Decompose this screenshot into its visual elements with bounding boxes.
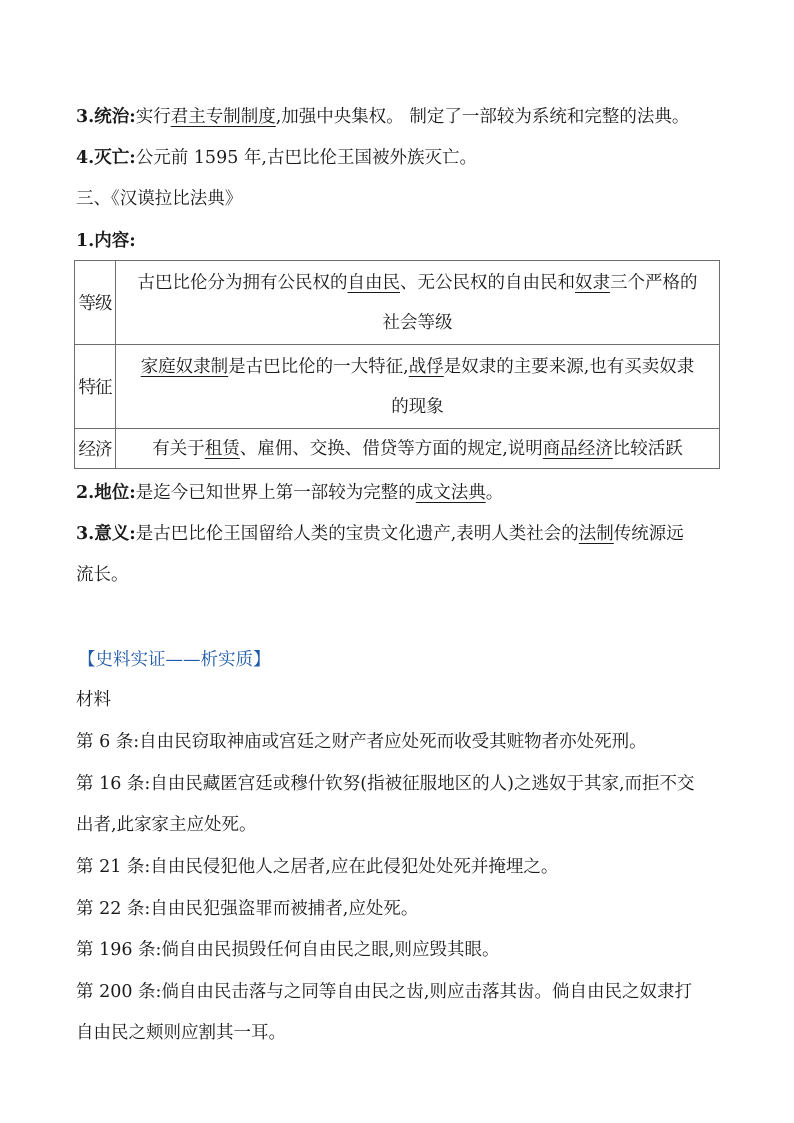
item-meaning: [76, 522, 684, 546]
meaning-text-a: 是古巴比伦王国留给人类的宝贵文化遗产,表明人类社会的: [135, 524, 579, 544]
status-text-a: 是迄今已知世界上第一部较为完整的: [135, 483, 416, 503]
status-label: 2.地位:: [76, 483, 136, 503]
article-line: 第 200 条:倘自由民击落与之同等自由民之齿,则应击落其齿。倘自由民之奴隶打: [76, 982, 692, 1002]
row-body-feature: [116, 345, 720, 429]
meaning-text-b: 传统源远: [613, 524, 684, 544]
article-line: 第 22 条:自由民犯强盗罪而被捕者,应处死。: [76, 899, 419, 919]
cell-underlined: 奴隶: [575, 272, 610, 293]
cell-underlined: 家庭奴隶制: [140, 356, 229, 377]
cell-text: 古巴比伦分为拥有公民权的: [137, 272, 348, 293]
rule-label: 3.统治:: [76, 107, 136, 127]
content-label: 1.内容:: [76, 231, 136, 251]
code-content-table: [74, 260, 720, 469]
status-underlined: 成文法典: [415, 483, 486, 503]
status-text-b: 。: [485, 483, 504, 503]
rule-text-a: 实行: [135, 107, 171, 127]
article-line: 自由民之颊则应割其一耳。: [76, 1023, 286, 1043]
table-row: [75, 429, 720, 469]
meaning-underlined: 法制: [578, 524, 614, 544]
cell-text: 、无公民权的自由民和: [400, 272, 575, 293]
table-row: [75, 345, 720, 429]
article-line: 第 16 条:自由民藏匿宫廷或穆什钦努(指被征服地区的人)之逃奴于其家,而拒不交: [76, 774, 695, 794]
article-line: 出者,此家家主应处死。: [76, 815, 257, 835]
cell-text: 比较活跃: [612, 438, 683, 459]
cell-text: 三个严格的: [610, 272, 698, 293]
meaning-label: 3.意义:: [76, 524, 136, 544]
section-title: 三、《汉谟拉比法典》: [76, 189, 243, 209]
cell-text: 是古巴比伦的一大特征,: [228, 356, 409, 377]
fall-text: 公元前 1595 年,古巴比伦王国被外族灭亡。: [135, 148, 477, 168]
row-body-rank: [116, 261, 720, 345]
rule-text-b: ,加强中央集权。 制定了一部较为系统和完整的法典。: [275, 107, 690, 127]
cell-text: 、雇佣、交换、借贷等方面的规定,说明: [239, 438, 543, 459]
row-body-economy: [116, 429, 720, 469]
cell-text: 的现象: [391, 396, 444, 417]
row-head-rank: 等级: [75, 261, 116, 345]
item-rule: [76, 105, 689, 129]
cell-underlined: 商品经济: [542, 438, 613, 459]
rule-underlined-term: 君主专制制度: [170, 107, 276, 127]
cell-underlined: 战俘: [408, 356, 444, 377]
item-fall: [76, 146, 477, 170]
article-line: 第 21 条:自由民侵犯他人之居者,应在此侵犯处处死并掩埋之。: [76, 857, 559, 877]
meaning-continued: 流长。: [76, 565, 129, 585]
cell-text: 是奴隶的主要来源,也有买卖奴隶: [443, 356, 695, 377]
material-label: 材料: [76, 690, 111, 710]
item-status: [76, 481, 503, 505]
cell-text: 社会等级: [382, 312, 453, 333]
cell-text: 有关于: [152, 438, 205, 459]
evidence-heading: 【史料实证——析实质】: [78, 650, 271, 670]
fall-label: 4.灭亡:: [76, 148, 136, 168]
cell-underlined: 租赁: [204, 438, 240, 459]
article-line: 第 6 条:自由民窃取神庙或宫廷之财产者应处死而收受其赃物者亦处死刑。: [76, 732, 647, 752]
cell-underlined: 自由民: [347, 272, 400, 293]
table-row: [75, 261, 720, 345]
row-head-economy: 经济: [75, 429, 116, 469]
row-head-feature: 特征: [75, 345, 116, 429]
article-line: 第 196 条:倘自由民损毁任何自由民之眼,则应毁其眼。: [76, 940, 500, 960]
